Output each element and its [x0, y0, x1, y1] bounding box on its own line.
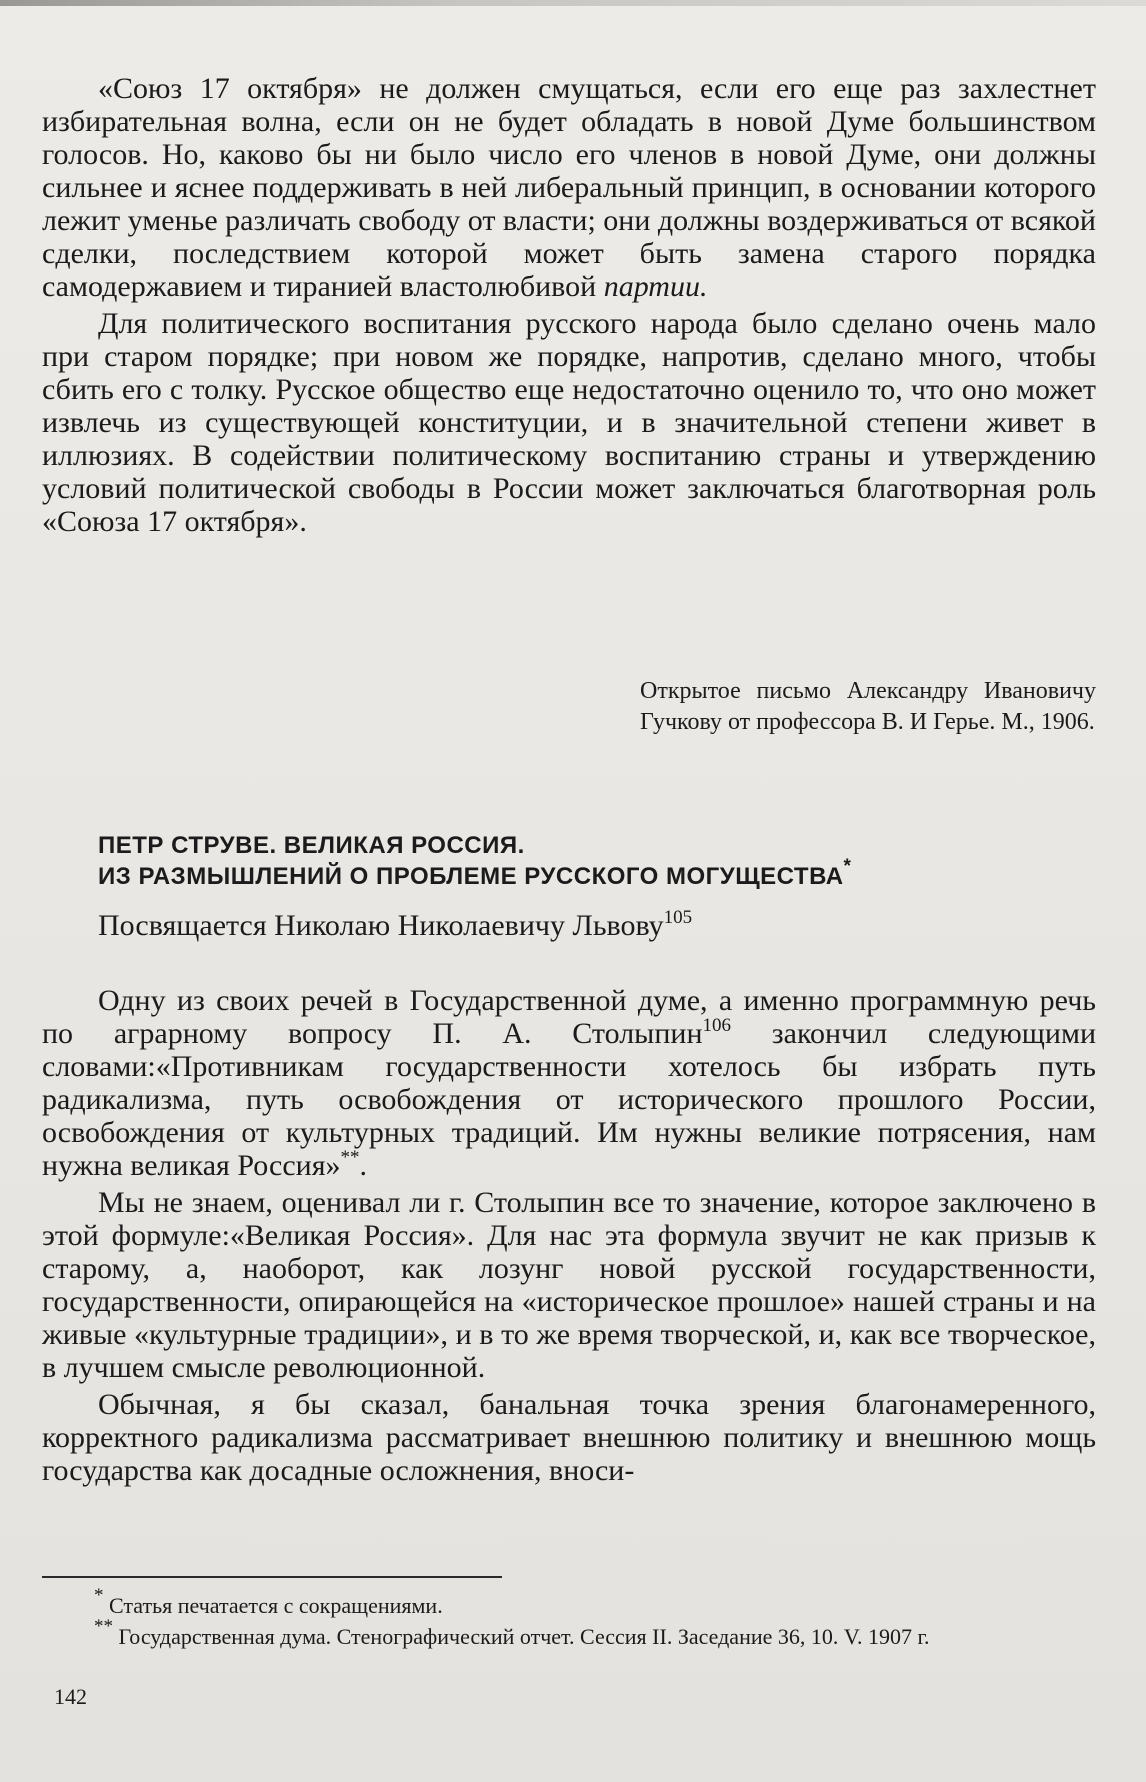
- footnotes: [42, 1585, 1096, 1652]
- paragraph-political-education: Для политического воспитания русского народа было сделано очень мало при старом порядке; при новом же порядке, напротив, сделано много, чтобы сбить его с толку. Русское общество еще недостаточно оценило то, что оно может извлечь из существующей конституции, и в значительной степени живет в иллюзиях. В содействии политическому воспитанию страны и утверждению условий политической свободы в России может заключаться благотворная роль «Союза 17 октября».: [42, 307, 1096, 538]
- dedication-text: Посвящается Николаю Николаевичу Львову: [98, 909, 664, 942]
- footnote-1: [42, 1585, 1096, 1621]
- paragraph-text: Одну из своих речей в Государственной думе, а именно программную речь по аграрному вопросу П. А. Столыпин: [42, 984, 1096, 1050]
- footnote-divider: [42, 1576, 502, 1578]
- paragraph-great-russia-formula: Мы не знаем, оценивал ли г. Столыпин все то значение, которое заключено в этой формуле:«Великая Россия». Для нас эта формула звучит не как призыв к старому, а, наоборот, как лозунг новой русской государственности, государственности, опирающейся на «историческое прошлое» нашей страны и на живые «культурные традиции», и в то же время творческой, и, как все творческое, в лучшем смысле революционной.: [42, 1186, 1096, 1384]
- paragraph-text: «Союз 17 октября» не должен смущаться, если его еще раз захлестнет избирательная волна, если он не будет обладать в новой Думе большинством голосов. Но, каково бы ни было число его членов в новой Думе, они должны сильнее и яснее поддерживать в ней либеральный принцип, в основании которого лежит уменье различать свободу от власти; они должны воздерживаться от всякой сделки, последствием которой может быть замена старого порядка самодержавием и тиранией властолюбивой: [42, 72, 1096, 303]
- dedication: [98, 908, 692, 944]
- footnote-text: Статья печатается с сокращениями.: [103, 1593, 443, 1618]
- paragraph-stolypin-speech: [42, 984, 1096, 1182]
- struve-article-text: [42, 984, 1096, 1491]
- dedication-note-ref: 105: [663, 907, 693, 928]
- footnote-mark: *: [94, 1585, 104, 1606]
- footnote-text: Государственная дума. Стенографический отчет. Сессия II. Заседание 36, 10. V. 1907 г.: [113, 1624, 930, 1649]
- heading-line-2: ИЗ РАЗМЫШЛЕНИЙ О ПРОБЛЕМЕ РУССКОГО МОГУЩЕСТВА: [98, 863, 844, 890]
- paragraph-end: .: [359, 1149, 367, 1182]
- paragraph-text: закончил следующими словами:«Противникам государственности хотелось бы избрать путь радикализма, путь освобождения от исторического прошлого России, освобождения от культурных традиций. Им нужны великие потрясения, нам нужна великая Россия»: [42, 1017, 1096, 1182]
- page-number: 142: [54, 1684, 87, 1709]
- paragraph-radicalism: Обычная, я бы сказал, банальная точка зрения благонамеренного, корректного радикализма рассматривает внешнюю политику и внешнюю мощь государства как досадные осложнения, вноси-: [42, 1388, 1096, 1487]
- paragraph-union-17-october: [42, 72, 1096, 303]
- italic-word: партии.: [603, 270, 708, 303]
- article-heading: [98, 830, 998, 892]
- source-attribution: Открытое письмо Александру Ивановичу Гучкову от профессора В. И Герье. М., 1906.: [640, 678, 1096, 735]
- footnote-2: [42, 1616, 1096, 1652]
- footnote-mark: **: [94, 1616, 113, 1637]
- previous-article-text: [42, 72, 1096, 542]
- stolypin-note-ref: 106: [702, 1015, 732, 1036]
- scan-edge-shadow: [0, 0, 1146, 6]
- heading-footnote-mark: *: [843, 856, 852, 877]
- heading-line-1: ПЕТР СТРУВЕ. ВЕЛИКАЯ РОССИЯ.: [98, 832, 525, 859]
- footnote-mark-double: **: [340, 1147, 360, 1168]
